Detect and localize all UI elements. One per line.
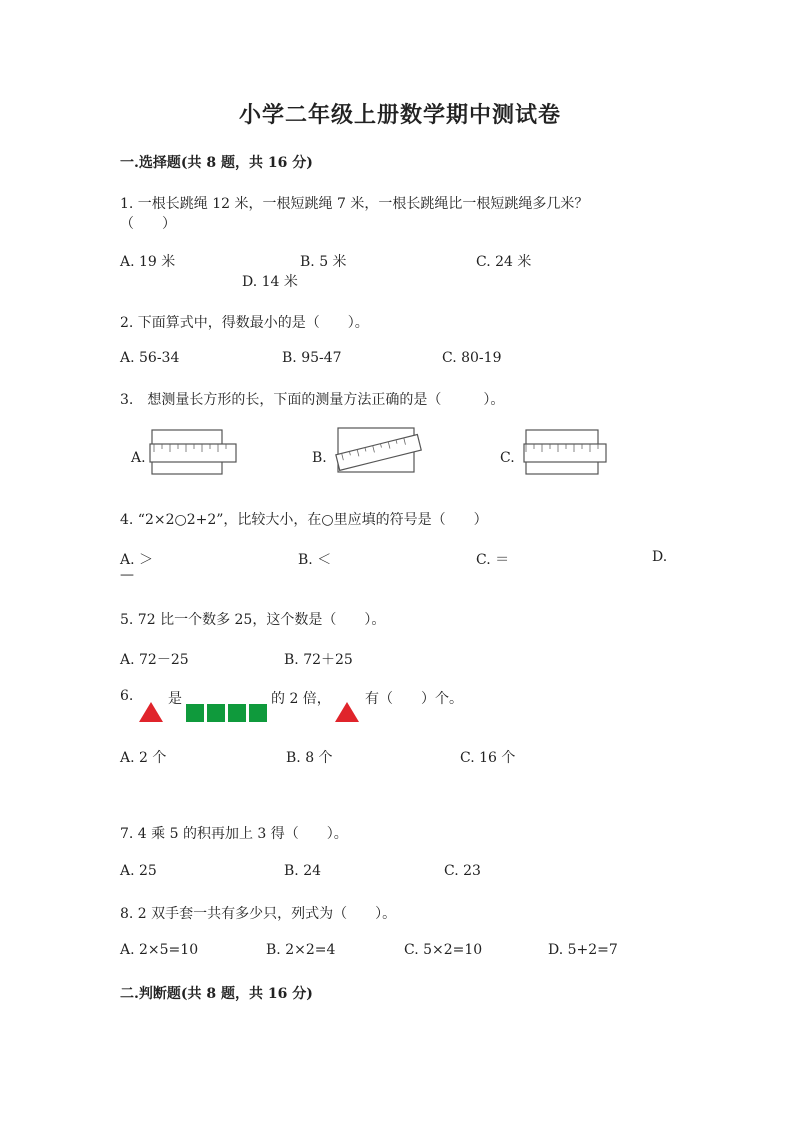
green-square-icon	[186, 704, 204, 722]
q6-option-a[interactable]: A. 2 个	[120, 750, 167, 766]
page-title: 小学二年级上册数学期中测试卷	[238, 102, 561, 128]
ruler-figure-c	[518, 426, 610, 478]
question-6-double: 的 2 倍，	[271, 691, 331, 707]
q5-option-a[interactable]: A. 72－25	[120, 652, 189, 668]
q1-option-b[interactable]: B. 5 米	[300, 254, 347, 270]
question-6-is: 是	[168, 691, 182, 707]
green-squares-group	[184, 702, 270, 724]
question-7-stem: 7. 4 乘 5 的积再加上 3 得（ ）。	[120, 826, 348, 842]
question-3-stem: 3. 想测量长方形的长，下面的测量方法正确的是（ ）。	[120, 392, 505, 408]
section-heading-choice: 一.选择题(共 8 题，共 16 分)	[120, 155, 313, 171]
question-1-stem: 1. 一根长跳绳 12 米，一根短跳绳 7 米，一根长跳绳比一根短跳绳多几米？	[120, 196, 589, 212]
green-square-icon	[207, 704, 225, 722]
question-6-has: 有（ ）个。	[365, 691, 463, 707]
red-triangle-icon	[137, 700, 165, 724]
section-heading-judgement: 二.判断题(共 8 题，共 16 分)	[120, 986, 313, 1002]
q7-option-c[interactable]: C. 23	[444, 863, 481, 879]
q6-option-c[interactable]: C. 16 个	[460, 750, 516, 766]
q4-option-b[interactable]: B. ＜	[298, 552, 332, 568]
question-5-stem: 5. 72 比一个数多 25，这个数是（ ）。	[120, 612, 386, 628]
red-triangle-icon	[333, 700, 361, 724]
q1-option-a[interactable]: A. 19 米	[120, 254, 176, 270]
q8-option-c[interactable]: C. 5×2=10	[404, 942, 483, 958]
q5-option-b[interactable]: B. 72＋25	[284, 652, 353, 668]
green-square-icon	[249, 704, 267, 722]
q1-option-d[interactable]: D. 14 米	[242, 274, 298, 290]
q4-option-d[interactable]: D.	[652, 549, 668, 565]
green-square-icon	[228, 704, 246, 722]
q6-option-b[interactable]: B. 8 个	[286, 750, 333, 766]
q2-option-c[interactable]: C. 80-19	[442, 350, 502, 366]
question-1-blank: （ ）	[120, 216, 176, 232]
ruler-figure-a	[148, 426, 240, 478]
q7-option-b[interactable]: B. 24	[284, 863, 322, 879]
question-2-stem: 2. 下面算式中，得数最小的是（ ）。	[120, 315, 369, 331]
question-4-stem: 4. “2×2○2+2”，比较大小，在○里应填的符号是（ ）	[120, 512, 488, 528]
q8-option-d[interactable]: D. 5+2=7	[548, 942, 618, 958]
q2-option-b[interactable]: B. 95-47	[282, 350, 342, 366]
q3-option-a[interactable]: A.	[131, 450, 146, 466]
q3-option-c[interactable]: C.	[500, 450, 515, 466]
q8-option-a[interactable]: A. 2×5=10	[120, 942, 199, 958]
ruler-figure-b	[330, 420, 430, 480]
q8-option-b[interactable]: B. 2×2=4	[266, 942, 336, 958]
q2-option-a[interactable]: A. 56-34	[120, 350, 180, 366]
q4-option-d-continued: —	[120, 567, 134, 583]
q3-option-b[interactable]: B.	[312, 450, 327, 466]
question-8-stem: 8. 2 双手套一共有多少只，列式为（ ）。	[120, 906, 397, 922]
q7-option-a[interactable]: A. 25	[120, 863, 157, 879]
q1-option-c[interactable]: C. 24 米	[476, 254, 532, 270]
question-6-number: 6.	[120, 688, 134, 704]
q4-option-c[interactable]: C. ＝	[476, 552, 510, 568]
q4-option-a[interactable]: A. ＞	[120, 552, 154, 568]
